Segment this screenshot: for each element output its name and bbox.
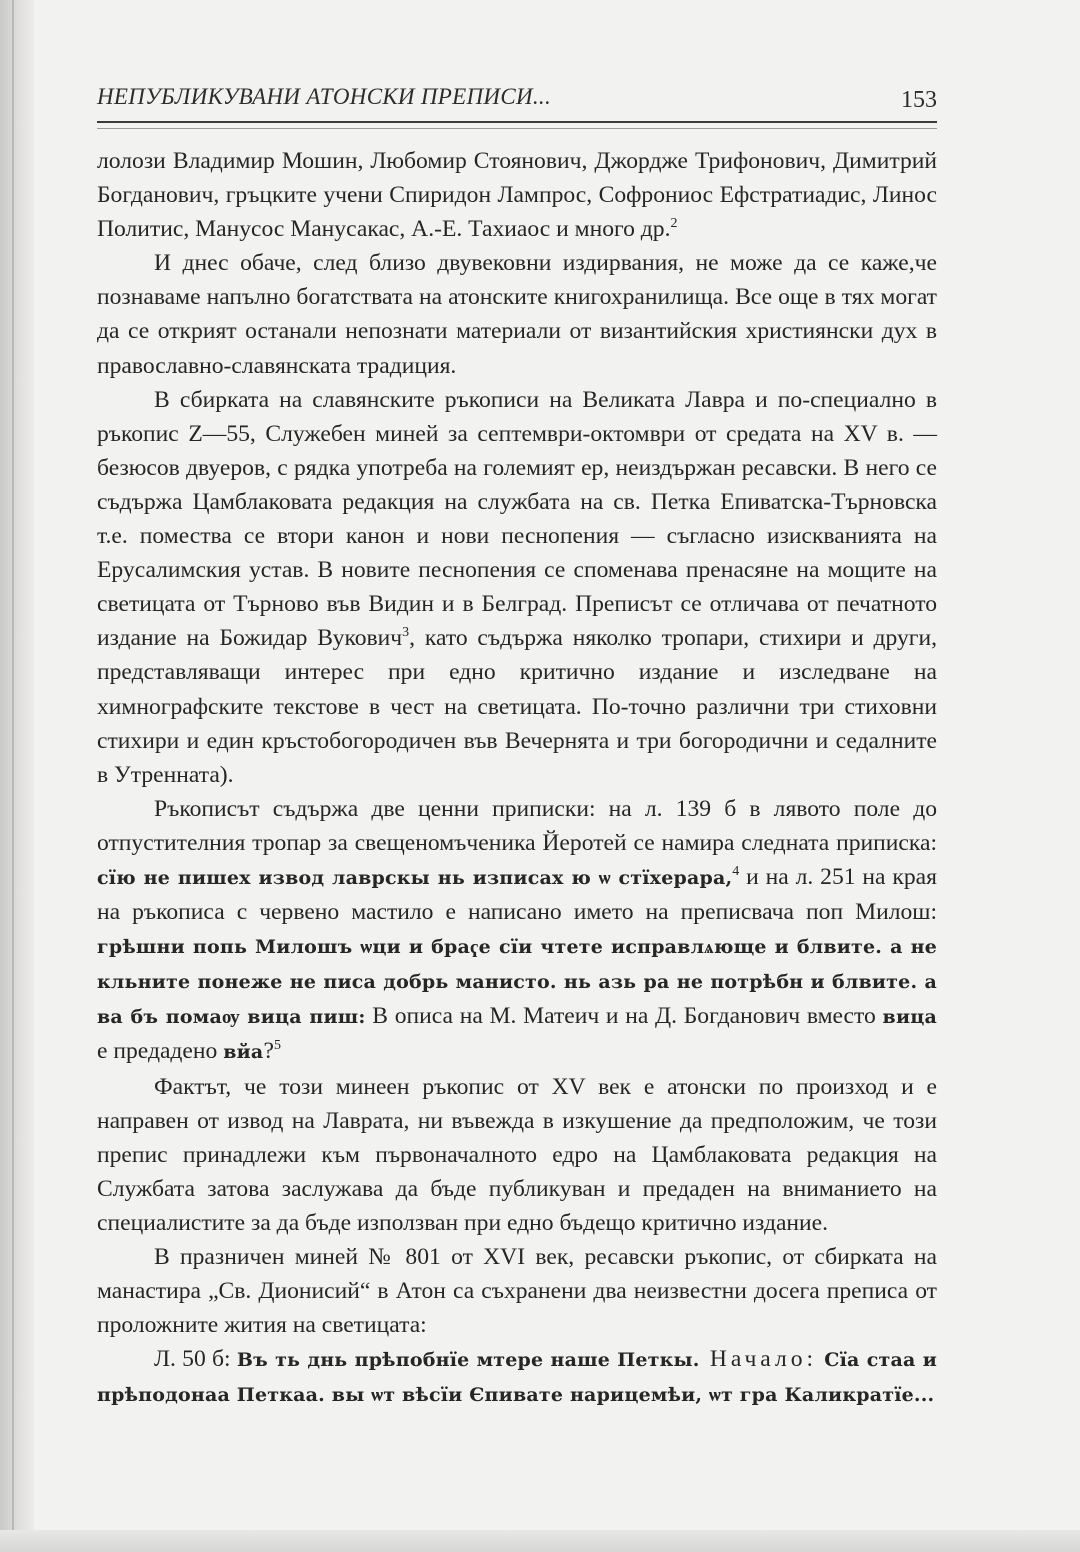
paragraph-4-text-d: е предадено	[97, 1038, 224, 1065]
paragraph-4-text-e: ?	[263, 1038, 274, 1065]
page-gutter-shadow	[0, 0, 34, 1552]
slavonic-word-2: вйа	[223, 1041, 264, 1064]
slavonic-word-1: вица	[882, 1006, 937, 1029]
footnote-ref-5: 5	[273, 1038, 281, 1054]
paragraph-4	[97, 792, 937, 1070]
footnote-ref-2: 2	[670, 216, 678, 232]
paragraph-1	[97, 144, 937, 246]
footnote-ref-4: 4	[732, 864, 740, 880]
footnote-ref-3: 3	[402, 625, 410, 641]
slavonic-incipit: Сїа стаа и прѣподонаа Петкаа. вы ѡт вѣсїи Єпивате нарицемѣи, ѡт гра Каликратїе...	[97, 1349, 937, 1407]
paragraph-6	[97, 1240, 937, 1342]
paragraph-1-text: лолози Владимир Мошин, Любомир Стоянович, Джордже Трифонович, Димитрий Богданович, гръцките учени Спиридон Лампрос, Софрониос Ефстратиадис, Линос Политис, Манусос Манусакас, А.-Е. Тахиаос и много др.	[97, 148, 937, 243]
binding-edge	[12, 0, 14, 1552]
paragraph-5	[97, 1070, 937, 1240]
paragraph-7	[97, 1342, 937, 1412]
spaced-word-nachalo: Начало:	[699, 1346, 818, 1373]
slavonic-colophon: грѣшни попь Милошъ ѡци и браҁе сїи чтете исправлѧюще и блвите. а не кльните понеже не писа добрь манисто. нь азь ра не потрѣбн и блвите. а ва бъ помаѹ вица пиш:	[97, 936, 937, 1029]
paragraph-7-text-a: Л. 50 б:	[154, 1346, 237, 1373]
header-rule	[97, 121, 937, 123]
paragraph-2	[97, 246, 937, 382]
paragraph-3-text-a: В сбирката на славянските ръкописи на Великата Лавра и по-специално в ръкопис Z—55, Служебен миней за септември-октомври от средата на XV в. — безюсов двуеров, с рядка употреба на големият ер, неиздържан ресавски. В него се съдържа Цамблаковата редакция на службата на св. Петка Епиватска-Търновска т.е. помества се втори канон и нови песнопения — съгласно изискванията на Ерусалимския устав. В новите песнопения се споменава пренасяне на мощите на светицата от Търново във Видин и в Белград. Преписът се отличава от печатното издание на Божидар Вукович	[97, 386, 937, 652]
slavonic-title: Въ ть днь прѣпобнїе мтере наше Петкы.	[236, 1349, 700, 1372]
slavonic-note-1: сїю не пишех извод лаврскы нь изписах ю ѡ стїхерара,	[97, 866, 733, 889]
scan-bottom-edge	[0, 1530, 1080, 1552]
header-rule-shadow	[97, 128, 937, 129]
paragraph-3	[97, 383, 937, 792]
paragraph-5-text: Фактът, че този минеен ръкопис от XV век е атонски по произход и е направен от извод на Лаврата, ни въвежда в изкушение да предположим, че този препис принадлежи към първоначалното едро на Цамблаковата редакция на Службата затова заслужава да бъде публикуван и предаден на вниманието на специалистите за да бъде използван при едно бъдещо критично издание.	[97, 1073, 937, 1236]
paragraph-4-text-c: В описа на М. Матеич и на Д. Богданович вместо	[365, 1003, 883, 1030]
paragraph-3-text-b: , като съдържа няколко тропари, стихири и други, представляващи интерес при едно критично издание и изследване на химнографските текстове в чест на светицата. По-точно различни три стиховни стихири и един кръстобогородичен във Вечернята и три богородични и седалните в Утренната).	[97, 625, 937, 788]
body-text	[97, 144, 937, 1412]
paragraph-4-text-a: Ръкописът съдържа две ценни приписки: на л. 139 б в лявото поле до отпустителния тропар за свещеномъченика Йеротей се намира следната приписка:	[97, 795, 937, 856]
paragraph-4-text-b: и на л. 251 на края на ръкописа с червено мастило е написано името на преписвача поп Милош:	[97, 863, 937, 926]
page-number: 153	[901, 87, 937, 113]
running-title: НЕПУБЛИКУВАНИ АТОНСКИ ПРЕПИСИ...	[97, 84, 552, 109]
paragraph-2-text: И днес обаче, след близо двувековни издирвания, не може да се каже,че познаваме напълно богатствата на атонските книгохранилища. Все още в тях могат да се открият останали непознати материали от византийския християнски дух в православно-славянската традиция.	[97, 250, 937, 379]
paragraph-6-text: В празничен миней № 801 от XVI век, ресавски ръкопис, от сбирката на манастира „Св. Дионисий“ в Атон са съхранени два неизвестни досега преписа от проложните жития на светицата:	[97, 1244, 937, 1339]
running-header	[97, 84, 937, 124]
